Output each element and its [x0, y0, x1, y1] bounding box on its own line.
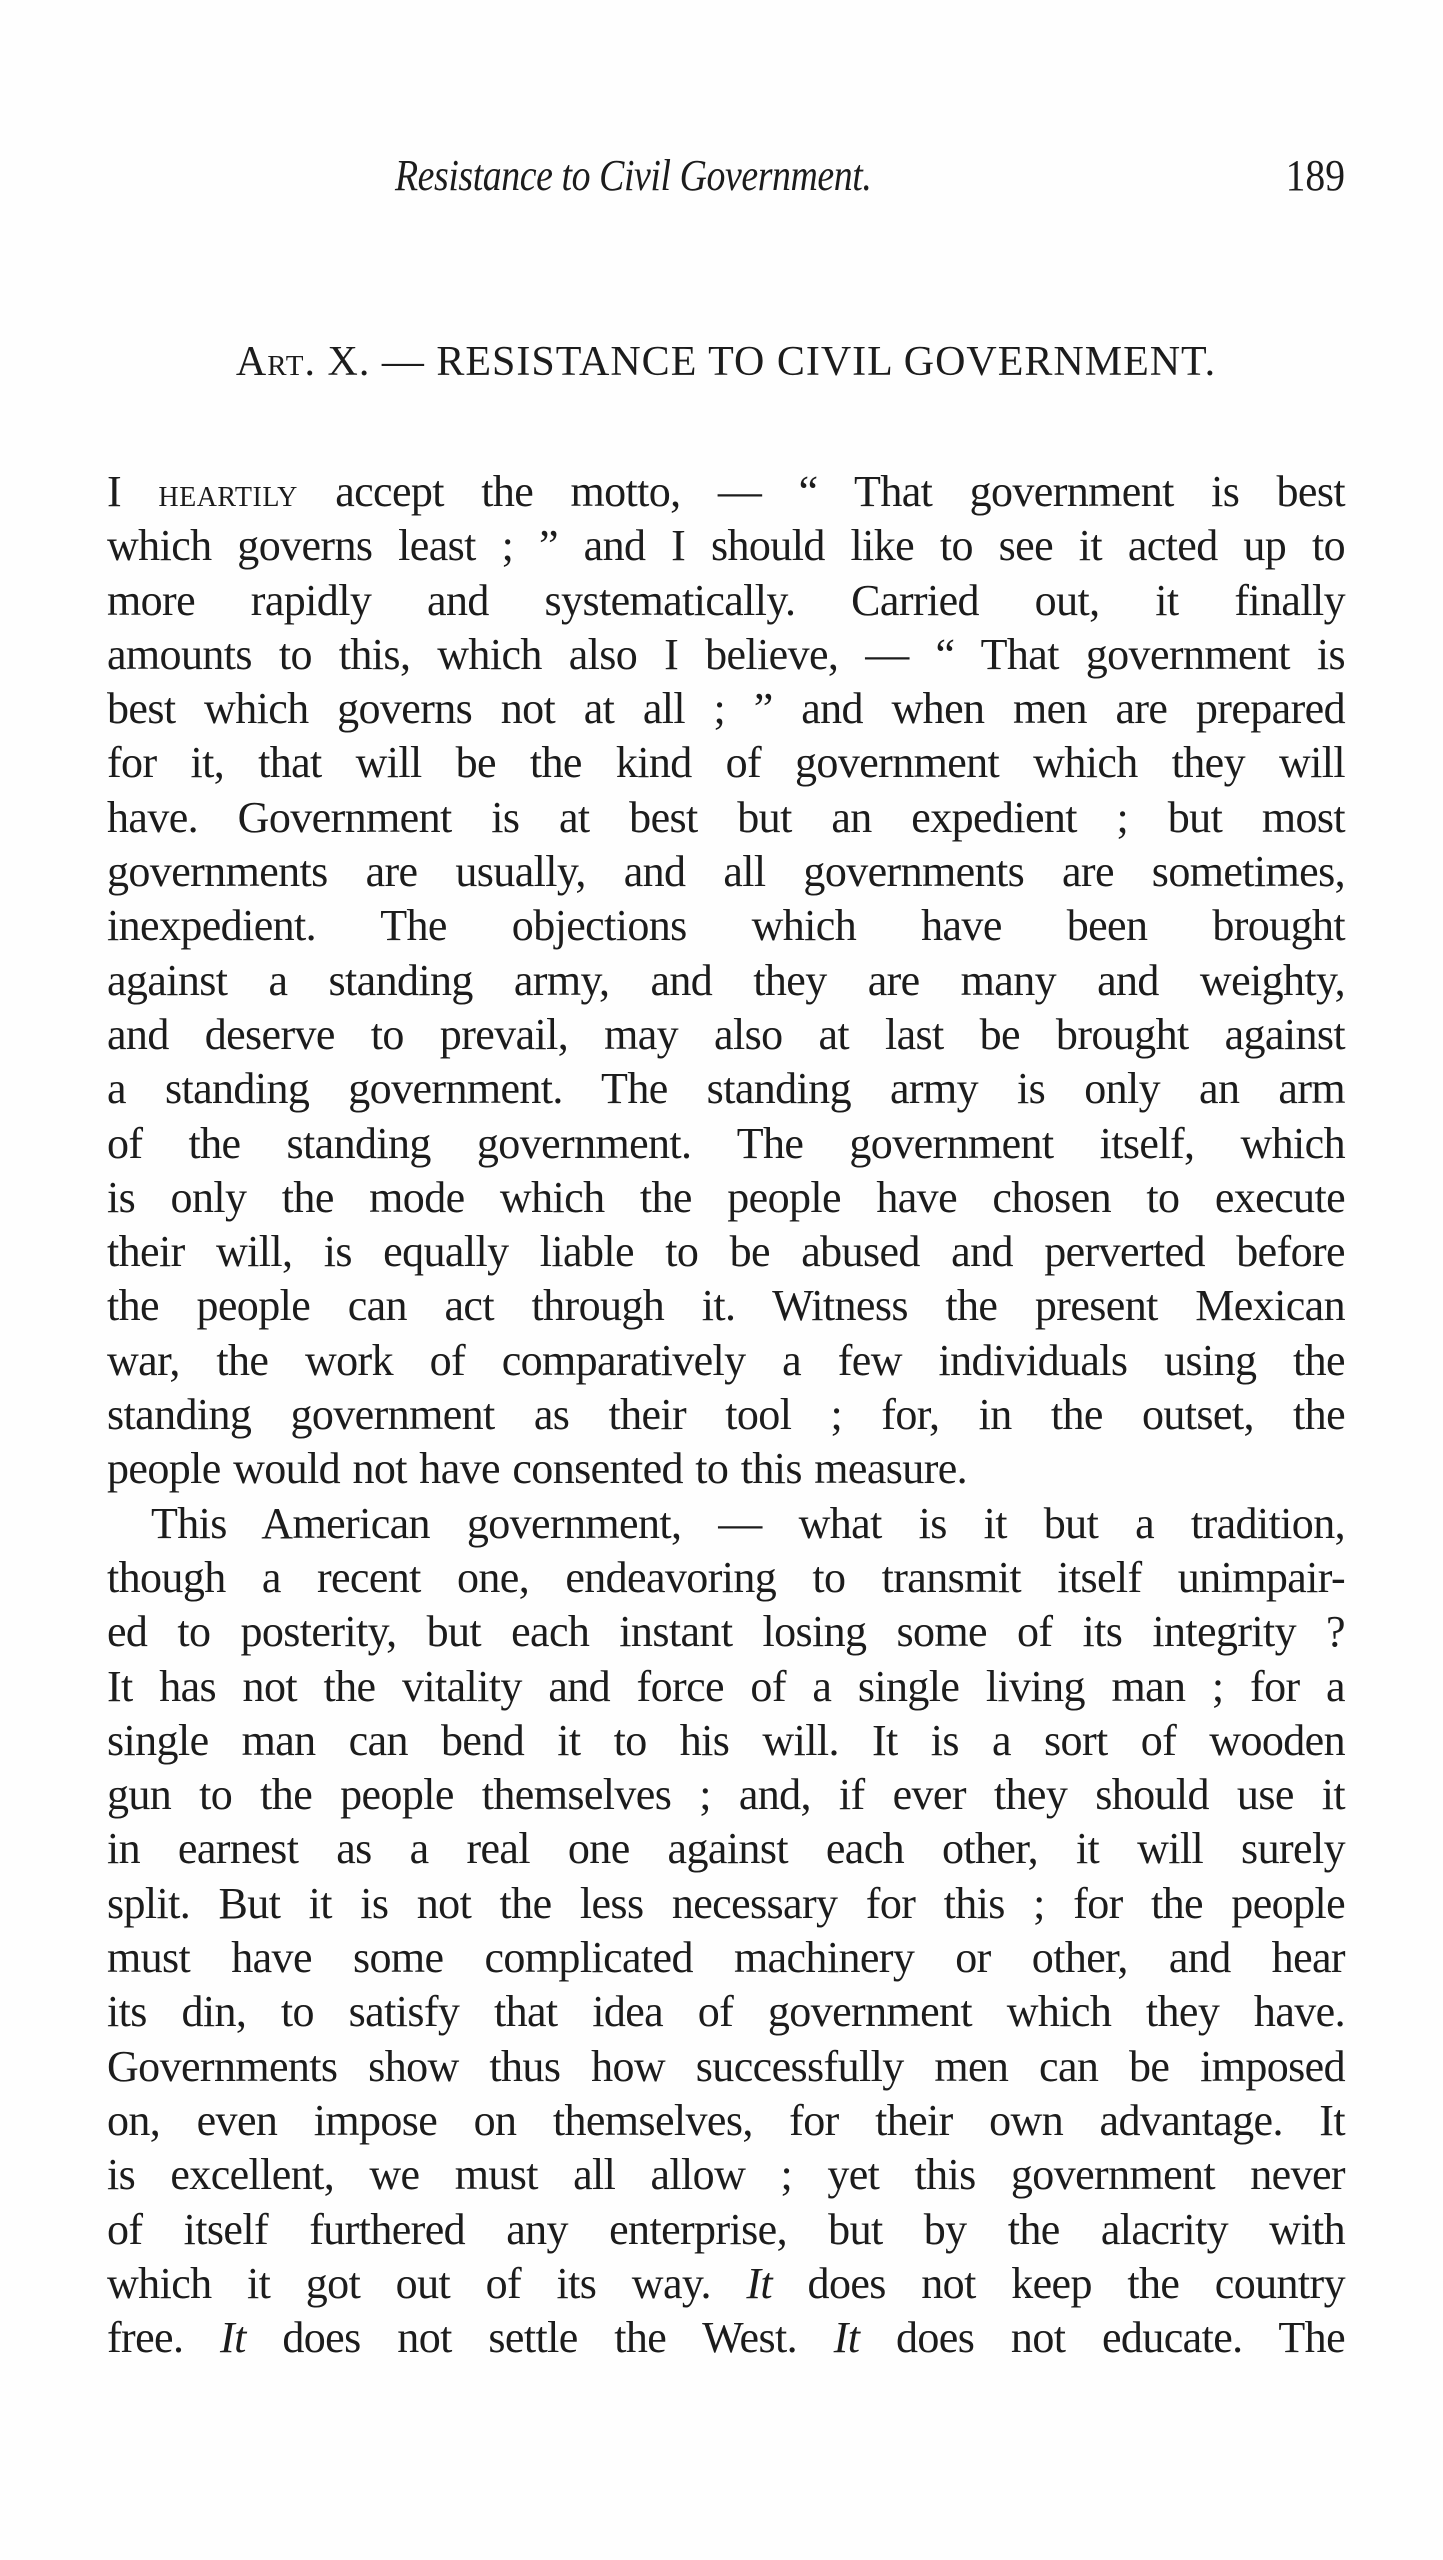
text-line: [107, 1334, 1345, 1388]
text-segment: best which governs not at all ; ” and when men are prepared: [107, 684, 1345, 734]
text-line: [107, 1822, 1345, 1876]
text-segment: does not settle the West.: [245, 2313, 834, 2363]
text-segment: war, the work of comparatively a few individuals using the: [107, 1335, 1345, 1385]
text-line: [107, 1171, 1345, 1225]
text-line: [107, 628, 1345, 682]
text-segment: which governs least ; ” and I should like to see it acted up to: [107, 521, 1345, 571]
text-line: [107, 1985, 1345, 2039]
text-segment: inexpedient. The objections which have been brought: [107, 901, 1345, 951]
text-line: [107, 1008, 1345, 1062]
paragraph: [107, 1497, 1345, 2366]
article-label: Art. X.: [235, 339, 371, 385]
text-segment: and deserve to prevail, may also at last be brought against: [107, 1009, 1345, 1059]
text-segment: its din, to satisfy that idea of government which they have.: [107, 1987, 1345, 2037]
text-line: [107, 1442, 1345, 1496]
text-segment: ed to posterity, but each instant losing some of its integrity ?: [107, 1607, 1345, 1657]
text-segment: a standing government. The standing army is only an arm: [107, 1064, 1345, 1114]
text-line: [107, 1768, 1345, 1822]
running-head-title: Resistance to Civil Government.: [395, 151, 872, 200]
text-segment: split. But it is not the less necessary for this ; for the people: [107, 1878, 1345, 1928]
text-line: [107, 845, 1345, 899]
text-line: [107, 574, 1345, 628]
text-line: [107, 1551, 1345, 1605]
text-line: [107, 2094, 1345, 2148]
text-segment: gun to the people themselves ; and, if ever they should use it: [107, 1770, 1345, 1820]
text-segment: their will, is equally liable to be abused and perverted before: [107, 1227, 1345, 1277]
text-line: [107, 465, 1345, 519]
text-line: [107, 2257, 1345, 2311]
emphasis-text: It: [746, 2258, 773, 2308]
text-segment: people would not have consented to this measure.: [107, 1444, 968, 1494]
text-line: [107, 1117, 1345, 1171]
text-segment: I: [107, 467, 159, 516]
text-segment: does not keep the country: [772, 2258, 1346, 2308]
text-line: [107, 1388, 1345, 1442]
text-segment: amounts to this, which also I believe, — “ That government is: [107, 629, 1345, 679]
text-segment: It has not the vitality and force of a single living man ; for a: [107, 1661, 1345, 1711]
text-line: [107, 2203, 1345, 2257]
text-segment: governments are usually, and all governments are sometimes,: [107, 847, 1345, 897]
text-line: [107, 954, 1345, 1008]
text-segment: of the standing government. The government itself, which: [107, 1118, 1345, 1168]
text-line: [107, 791, 1345, 845]
text-segment: standing government as their tool ; for, in the outset, the: [107, 1390, 1345, 1440]
text-line: [107, 1660, 1345, 1714]
text-line: [107, 1877, 1345, 1931]
text-segment: more rapidly and systematically. Carried out, it finally: [107, 575, 1345, 625]
text-line: [107, 1605, 1345, 1659]
text-line: [107, 2311, 1345, 2365]
text-segment: against a standing army, and they are many and weighty,: [107, 955, 1345, 1005]
article-title: RESISTANCE TO CIVIL GOVERNMENT.: [436, 339, 1217, 385]
text-segment: Governments show thus how successfully men can be imposed: [107, 2041, 1345, 2091]
running-head: [107, 150, 1345, 210]
text-line: [107, 1497, 1345, 1551]
text-segment: have. Government is at best but an expedient ; but most: [107, 792, 1345, 842]
text-line: [107, 1279, 1345, 1333]
text-segment: free.: [107, 2313, 221, 2363]
text-line: [107, 1225, 1345, 1279]
text-line: [107, 682, 1345, 736]
text-line: [107, 1062, 1345, 1116]
text-line: [107, 519, 1345, 573]
text-segment: of itself furthered any enterprise, but by the alacrity with: [107, 2204, 1345, 2254]
text-segment: in earnest as a real one against each other, it will surely: [107, 1824, 1345, 1874]
text-segment: the people can act through it. Witness the present Mexican: [107, 1281, 1345, 1331]
text-segment: for it, that will be the kind of government which they will: [107, 738, 1345, 788]
text-segment: does not educate. The: [859, 2313, 1346, 2363]
text-segment: heartily: [158, 470, 298, 515]
text-segment: is excellent, we must all allow ; yet this government never: [107, 2150, 1345, 2200]
text-segment: though a recent one, endeavoring to transmit itself unimpair-: [107, 1552, 1345, 1602]
page-number: 189: [1285, 151, 1345, 200]
text-segment: which it got out of its way.: [107, 2258, 747, 2308]
text-segment: single man can bend it to his will. It is a sort of wooden: [107, 1715, 1345, 1765]
article-heading: [107, 338, 1345, 386]
text-segment: is only the mode which the people have chosen to execute: [107, 1172, 1345, 1222]
emphasis-text: It: [833, 2313, 860, 2363]
text-line: [107, 2148, 1345, 2202]
text-segment: on, even impose on themselves, for their own advantage. It: [107, 2095, 1345, 2145]
text-segment: must have some complicated machinery or other, and hear: [107, 1933, 1345, 1983]
text-line: [107, 1931, 1345, 1985]
text-line: [107, 736, 1345, 790]
text-line: [107, 899, 1345, 953]
paragraph: [107, 465, 1345, 1497]
text-segment: accept the motto, — “ That government is best: [297, 467, 1346, 516]
article-separator: —: [370, 339, 437, 385]
emphasis-text: It: [220, 2313, 246, 2363]
text-segment: This American government, — what is it but a tradition,: [151, 1498, 1345, 1548]
body-text: [107, 465, 1345, 2365]
text-line: [107, 2040, 1345, 2094]
text-line: [107, 1714, 1345, 1768]
